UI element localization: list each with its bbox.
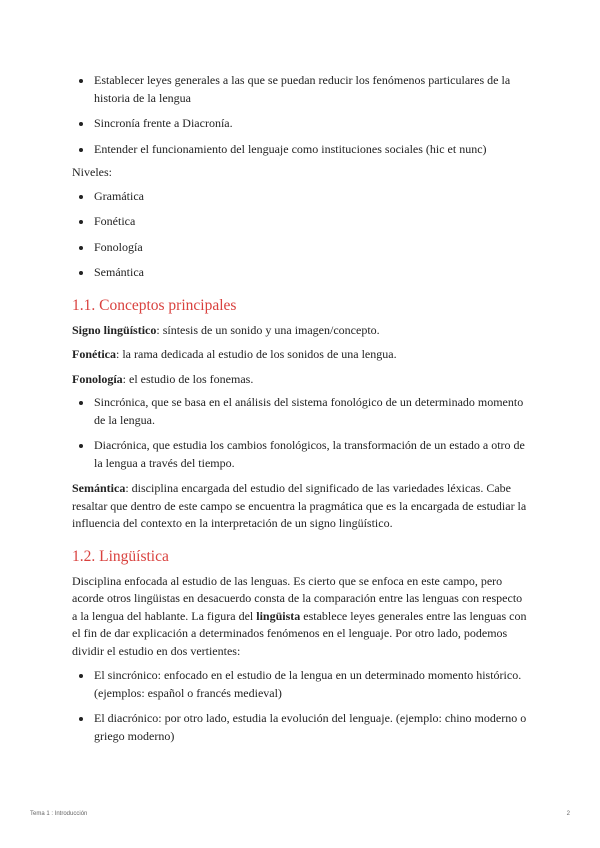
term-linguista: lingüista — [256, 608, 301, 623]
linguistica-paragraph — [72, 573, 528, 661]
list-item: Sincronía frente a Diacronía. — [72, 115, 528, 133]
def-fonetica — [72, 346, 528, 364]
list-item: Entender el funcionamiento del lenguaje como instituciones sociales (hic et nunc) — [72, 141, 528, 159]
def-fonologia — [72, 371, 528, 389]
niveles-label: Niveles: — [72, 165, 112, 179]
niveles-list — [72, 188, 528, 282]
list-item: Semántica — [72, 264, 528, 282]
section-heading-conceptos: 1.1. Conceptos principales — [72, 296, 237, 314]
term-fonetica: Fonética — [72, 347, 116, 361]
footer-title: Tema 1 : Introducción — [30, 811, 88, 817]
term-semantica: Semántica — [72, 481, 126, 495]
def-text: : síntesis de un sonido y una imagen/concepto. — [156, 322, 380, 337]
vertientes-list — [72, 667, 528, 745]
def-signo — [72, 322, 528, 340]
term-signo: Signo lingüístico — [72, 322, 157, 337]
document-page — [72, 72, 528, 745]
def-text: : la rama dedicada al estudio de los sonidos de una lengua. — [116, 347, 397, 361]
def-text: : el estudio de los fonemas. — [122, 371, 254, 386]
para-text: establece leyes generales entre las lenguas con el fin de dar explicación a determinados fenómenos en el lenguaje. Por otro lado, podemos dividir el estudio en dos vertientes: — [72, 608, 527, 658]
section-heading-linguistica: 1.2. Lingüística — [72, 547, 169, 565]
list-item: Diacrónica, que estudia los cambios fonológicos, la transformación de un estado a otro de la lengua a través del tiempo. — [72, 437, 528, 472]
list-item: Gramática — [72, 188, 528, 206]
term-fonologia: Fonología — [72, 371, 123, 386]
list-item: Fonética — [72, 213, 528, 231]
def-semantica — [72, 480, 528, 533]
list-item: Establecer leyes generales a las que se puedan reducir los fenómenos particulares de la historia de la lengua — [72, 72, 528, 107]
para-text: Disciplina enfocada al estudio de las lenguas. Es cierto que se enfoca en este campo, pero acorde otros lingüistas en desacuerdo consta de la comparación entre las lenguas con respecto a la lengua del hablante. La figura del — [72, 573, 523, 623]
list-item: Fonología — [72, 239, 528, 257]
list-item: El sincrónico: enfocado en el estudio de la lengua en un determinado momento histórico. (ejemplos: español o francés medieval) — [72, 667, 528, 702]
fonologia-list — [72, 394, 528, 472]
list-item: El diacrónico: por otro lado, estudia la evolución del lenguaje. (ejemplo: chino moderno o griego moderno) — [72, 710, 528, 745]
list-item: Sincrónica, que se basa en el análisis del sistema fonológico de un determinado momento de la lengua. — [72, 394, 528, 429]
page-footer — [30, 811, 570, 817]
def-text: : disciplina encargada del estudio del significado de las variedades léxicas. Cabe resaltar que dentro de este campo se encuentra la pragmática que es la encargada de estudiar la influencia del contexto en la interpretación de un signo lingüístico. — [72, 481, 527, 530]
page-number: 2 — [566, 811, 570, 817]
top-bullet-list — [72, 72, 528, 158]
